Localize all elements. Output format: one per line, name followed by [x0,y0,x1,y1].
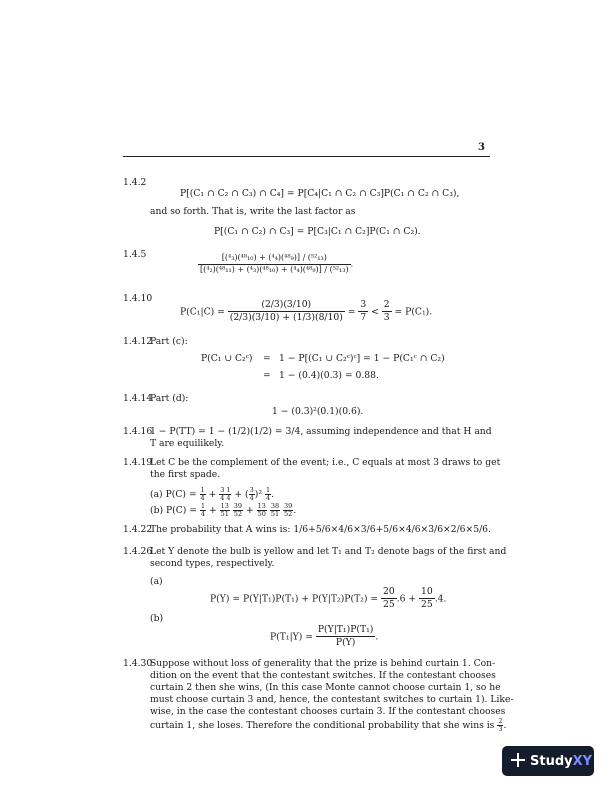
paragraph-line: Suppose without loss of generality that the prize is behind curtain 1. Con- [150,658,496,669]
small-fraction [225,487,231,502]
fraction-denominator: 52 [284,509,293,518]
plus-paren: + ( [234,488,249,500]
small-fraction [283,503,293,518]
fraction-numerator: 3 [358,299,368,312]
fraction-denominator: 4 [249,493,254,502]
fraction-numerator: 13 [220,502,229,510]
equation-rhs: 1 − P[(C₁ ∪ C₂ᶜ)ᶜ] = 1 − P(C₁ᶜ ∩ C₂) [279,353,445,364]
fraction-denominator: P(Y) [335,637,356,649]
squared-paren: )² [254,488,263,500]
punctuation: . [271,488,274,500]
equation-lhs: P(T₁|Y) = [270,631,313,643]
punctuation: . [503,719,507,731]
paragraph-line: second types, respectively. [150,558,275,569]
problem-label: 1.4.30 [123,658,153,669]
problem-label: 1.4.26 [123,546,153,557]
sub-item-label: (a) [150,576,163,587]
equation [270,624,378,650]
equation-rhs: 1 − (0.4)(0.3) = 0.88. [279,370,379,381]
item-prefix: (b) P(C) = [150,504,197,516]
small-fraction [257,503,267,518]
problem-label: 1.4.14 [123,393,153,404]
problem-label: 1.4.16 [123,426,153,437]
plus-sign: + [208,488,217,500]
brand-name: Study [530,754,573,769]
equation-text: .4. [434,593,447,605]
fraction-denominator: 4 [220,493,225,502]
paragraph-line: must choose curtain 3 and, hence, the contestant switches to curtain 1). Like- [150,694,514,705]
fraction-denominator: 3 [498,724,503,733]
problem-label: 1.4.10 [123,293,153,304]
fraction [381,586,397,612]
paragraph-line: the first spade. [150,469,221,480]
small-fraction [270,503,280,518]
problem-label: 1.4.2 [123,177,147,188]
fraction [419,586,435,612]
fraction-numerator: 10 [419,586,435,599]
fraction-numerator: 39 [284,502,293,510]
sub-item-a [150,487,274,502]
paragraph-line: Let Y denote the bulb is yellow and let T₁ and T₂ denote bags of the first and [150,546,507,557]
fraction [228,299,345,325]
paragraph-line [150,718,506,733]
fraction-numerator: 1 [226,486,231,494]
fraction-denominator: 4 [265,493,271,502]
brand-accent: XY [572,754,593,769]
punctuation: . [375,631,379,643]
fraction-numerator: 20 [381,586,397,599]
fraction-numerator: 13 [257,502,266,510]
problem-label: 1.4.22 [123,524,153,535]
fraction-numerator: 1 [200,502,206,510]
problem-label: 1.4.19 [123,457,153,468]
equals-sign: = [263,353,271,364]
plus-sign: + [246,504,254,516]
paragraph-line: T are equilikely. [150,438,225,449]
problem-label: 1.4.12 [123,336,153,347]
paragraph-line: Let C be the complement of the event; i.e., C equals at most 3 draws to get [150,457,501,468]
part-label: Part (d): [150,393,189,404]
fraction-numerator: 1 [200,486,205,494]
fraction-numerator: 38 [270,502,280,510]
paragraph-line: dition on the event that the contestant switches. If the contestant chooses [150,670,496,681]
fraction-numerator: P(Y|T₁)P(T₁) [316,624,375,637]
less-than-sign: < [371,306,379,318]
fraction-numerator: 1 [265,486,271,494]
plus-icon [511,753,525,767]
fraction-numerator: [(⁴₃)(⁴⁸₁₀) + (⁴₄)(⁴⁸₉)] / (⁵²₁₃) [198,253,351,265]
fraction-denominator: 50 [257,509,266,518]
fraction-denominator: (2/3)(3/10) + (1/3)(8/10) [229,312,343,324]
page-number: 3 [478,142,485,153]
paragraph-line: wise, in the case the contestant chooses curtain 3. If the contestant chooses [150,706,506,717]
fraction-denominator: 3 [383,312,390,324]
fraction-numerator: 2 [498,717,503,725]
item-prefix: (a) P(C) = [150,488,197,500]
fraction-denominator: [(⁴₂)(⁴⁸₁₁) + (⁴₃)(⁴⁸₁₀) + (⁴₄)(⁴⁸₉)] / (⁵²₁₃) [200,264,349,274]
small-fraction [200,487,206,502]
big-fraction [198,253,353,276]
fraction-denominator: 4 [200,493,205,502]
fraction-denominator: 4 [200,509,206,518]
paragraph-text: and so forth. That is, write the last factor as [150,206,356,217]
small-fraction [200,503,206,518]
equation: 1 − (0.3)²(0.1)(0.6). [272,406,364,417]
punctuation: . [350,259,354,269]
fraction-numerator: 39 [233,502,243,510]
small-fraction [233,503,243,518]
fraction-denominator: 25 [421,599,433,611]
equals-sign: = [263,370,271,381]
fraction-denominator: 51 [270,509,280,518]
brand-logo-text [530,753,592,771]
fraction-denominator: 4 [226,493,231,502]
fraction [358,299,368,325]
plus-sign: + [208,504,217,516]
paragraph-line: curtain 2 then she wins, (In this case Monte cannot choose curtain 1, so he [150,682,501,693]
fraction-denominator: 7 [360,312,367,324]
fraction-denominator: 25 [383,599,395,611]
fraction [382,299,392,325]
equation-text: P(Y) = P(Y|T₁)P(T₁) + P(Y|T₂)P(T₂) = [210,593,379,605]
fraction-numerator: (2/3)(3/10) [228,299,345,312]
equation: P[(C₁ ∩ C₂ ∩ C₃) ∩ C₄] = P[C₄|C₁ ∩ C₂ ∩ C₃]P(C₁ ∩ C₂ ∩ C₃), [180,188,460,199]
equation-text: .6 + [396,593,417,605]
equation [180,299,432,325]
paragraph-text: curtain 1, she loses. Therefore the conditional probability that she wins is [150,719,495,731]
paragraph-line: 1 − P(TT) = 1 − (1/2)(1/2) = 3/4, assuming independence and that H and [150,426,492,437]
equals-sign: = [347,306,356,318]
fraction-numerator: 2 [382,299,392,312]
equation-lhs: P(C₁ ∪ C₂ᶜ) [201,353,253,364]
equation-lhs: P(C₁|C) = [180,306,225,318]
fraction-numerator: 3 [249,486,254,494]
part-label: Part (c): [150,336,188,347]
equation [210,586,446,612]
equation-tail: = P(C₁). [394,306,433,318]
equation: P[(C₁ ∩ C₂) ∩ C₃] = P[C₃|C₁ ∩ C₂]P(C₁ ∩ C₂). [214,226,421,237]
fraction-numerator: 3 [220,486,225,494]
fraction-denominator: 52 [233,509,243,518]
punctuation: . [293,504,297,516]
sub-item-b [150,503,296,518]
header-rule [123,156,490,157]
sub-item-label: (b) [150,613,164,624]
fraction [316,624,375,650]
studyxy-badge[interactable] [502,746,594,776]
problem-label: 1.4.5 [123,249,147,260]
fraction-denominator: 51 [220,509,229,518]
small-fraction [220,503,230,518]
paragraph-line: The probability that A wins is: 1/6+5/6×4/6×3/6+5/6×4/6×3/6×2/6×5/6. [150,524,491,535]
